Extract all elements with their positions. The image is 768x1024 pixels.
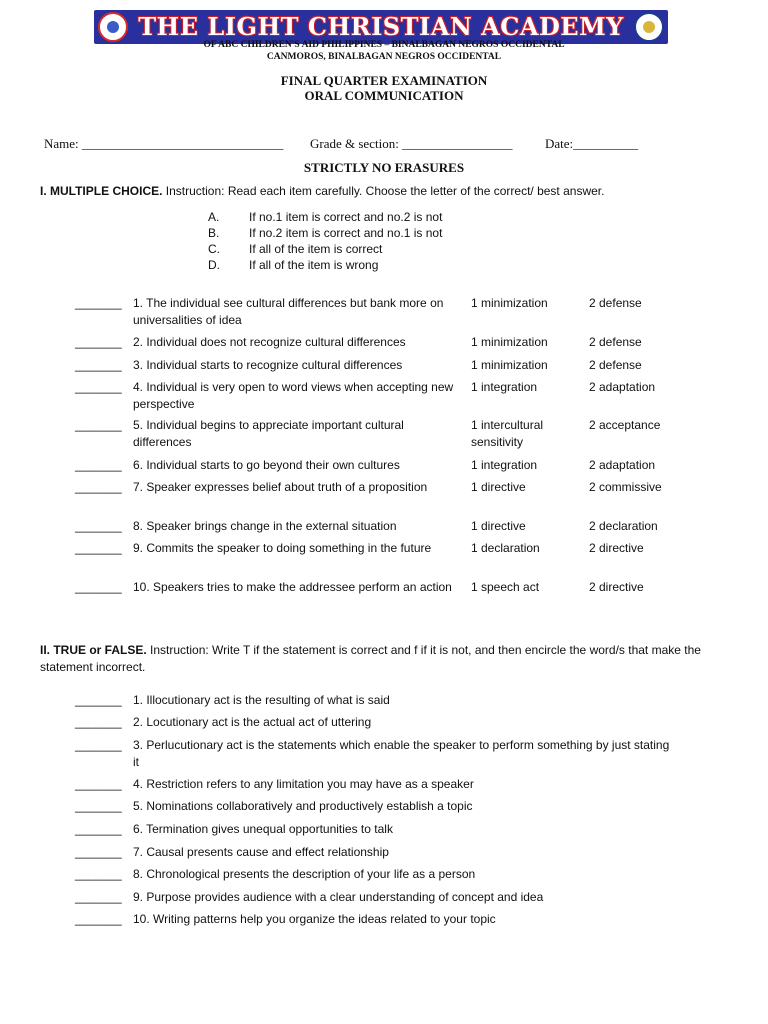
option-2: 2 defense <box>589 296 642 310</box>
answer-blank[interactable]: _______ <box>75 418 122 432</box>
name-field[interactable]: Name: _______________________________ <box>44 136 284 151</box>
part2-instruction: Instruction: Write T if the statement is correct and f if it is not, and then encircle the word/s that make the statement incorrect. <box>40 643 701 674</box>
choice-text: If all of the item is wrong <box>249 258 379 272</box>
statement-text: 10. Writing patterns help you organize the ideas related to your topic <box>133 912 496 926</box>
school-affiliation: OF ABC CHILDREN'S AID PHILIPPINES – BINALBAGAN NEGROS OCCIDENTAL <box>203 40 565 50</box>
option-1: 1 minimization <box>471 358 548 372</box>
option-1: 1 declaration <box>471 541 540 555</box>
statement-text: 6. Termination gives unequal opportunities to talk <box>133 822 393 836</box>
question-text: 9. Commits the speaker to doing something in the future <box>133 541 432 555</box>
answer-blank[interactable]: _______ <box>75 799 122 813</box>
option-2: 2 declaration <box>589 519 658 533</box>
answer-blank[interactable]: _______ <box>75 912 122 926</box>
exam-subject: ORAL COMMUNICATION <box>304 88 464 103</box>
option-2: 2 directive <box>589 541 644 555</box>
option-2: 2 commissive <box>589 480 662 494</box>
option-2: 2 defense <box>589 358 642 372</box>
answer-blank[interactable]: _______ <box>75 845 122 859</box>
question-text: 8. Speaker brings change in the external situation <box>133 519 397 533</box>
statement-text: 4. Restriction refers to any limitation you may have as a speaker <box>133 777 474 791</box>
answer-blank[interactable]: _______ <box>75 480 122 494</box>
choice-text: If all of the item is correct <box>249 242 383 256</box>
part1-instruction: Instruction: Read each item carefully. Choose the letter of the correct/ best answer. <box>162 184 605 198</box>
question-text: 6. Individual starts to go beyond their own cultures <box>133 458 400 472</box>
answer-blank[interactable]: _______ <box>75 380 122 394</box>
option-1: 1 minimization <box>471 335 548 349</box>
question-text: 2. Individual does not recognize cultural differences <box>133 335 406 349</box>
school-banner <box>94 10 668 44</box>
date-field[interactable]: Date:__________ <box>545 136 639 151</box>
statement-text: 9. Purpose provides audience with a clear understanding of concept and idea <box>133 890 544 904</box>
answer-blank[interactable]: _______ <box>75 890 122 904</box>
exam-title: FINAL QUARTER EXAMINATION <box>280 73 488 88</box>
school-address: CANMOROS, BINALBAGAN NEGROS OCCIDENTAL <box>266 52 502 62</box>
part1-title: I. MULTIPLE CHOICE. <box>40 184 163 198</box>
grade-section-field[interactable]: Grade & section: _________________ <box>310 136 513 151</box>
answer-blank[interactable]: _______ <box>75 541 122 555</box>
statement-text: 3. Perlucutionary act is the statements which enable the speaker to perform something by just stating it <box>133 738 670 769</box>
statement-text: 2. Locutionary act is the actual act of uttering <box>133 715 372 729</box>
choice-letter: B. <box>208 226 220 240</box>
option-2: 2 acceptance <box>589 418 661 432</box>
question-text: 3. Individual starts to recognize cultural differences <box>133 358 403 372</box>
choice-letter: A. <box>208 210 220 224</box>
part2-title: II. TRUE or FALSE. <box>40 643 147 657</box>
option-1: 1 speech act <box>471 580 540 594</box>
statement-text: 5. Nominations collaboratively and productively establish a topic <box>133 799 473 813</box>
choice-letter: C. <box>208 242 220 256</box>
question-text: 7. Speaker expresses belief about truth of a proposition <box>133 480 428 494</box>
option-1: 1 integration <box>471 380 538 394</box>
question-text: 4. Individual is very open to word views when accepting new perspective <box>133 380 454 411</box>
statement-text: 1. Illocutionary act is the resulting of what is said <box>133 693 390 707</box>
answer-blank[interactable]: _______ <box>75 580 122 594</box>
part1-heading <box>40 183 740 200</box>
option-1: 1 intercultural sensitivity <box>471 418 544 449</box>
answer-blank[interactable]: _______ <box>75 358 122 372</box>
answer-blank[interactable]: _______ <box>75 822 122 836</box>
no-erasures-notice: STRICTLY NO ERASURES <box>303 160 465 175</box>
question-text: 1. The individual see cultural differences but bank more on universalities of idea <box>133 296 444 327</box>
option-2: 2 adaptation <box>589 458 656 472</box>
option-1: 1 minimization <box>471 296 548 310</box>
choice-text: If no.1 item is correct and no.2 is not <box>249 210 443 224</box>
option-1: 1 directive <box>471 480 526 494</box>
answer-blank[interactable]: _______ <box>75 777 122 791</box>
option-1: 1 integration <box>471 458 538 472</box>
part2-heading <box>40 642 740 676</box>
option-1: 1 directive <box>471 519 526 533</box>
school-name: THE LIGHT CHRISTIAN ACADEMY <box>138 12 624 41</box>
answer-blank[interactable]: _______ <box>75 867 122 881</box>
question-text: 10. Speakers tries to make the addressee perform an action <box>133 580 452 594</box>
option-2: 2 adaptation <box>589 380 656 394</box>
choice-text: If no.2 item is correct and no.1 is not <box>249 226 443 240</box>
option-2: 2 defense <box>589 335 642 349</box>
deped-seal-icon <box>634 12 664 42</box>
answer-blank[interactable]: _______ <box>75 458 122 472</box>
option-2: 2 directive <box>589 580 644 594</box>
answer-blank[interactable]: _______ <box>75 715 122 729</box>
question-text: 5. Individual begins to appreciate important cultural differences <box>133 418 404 449</box>
answer-blank[interactable]: _______ <box>75 738 122 752</box>
answer-blank[interactable]: _______ <box>75 335 122 349</box>
answer-blank[interactable]: _______ <box>75 296 122 310</box>
statement-text: 8. Chronological presents the description of your life as a person <box>133 867 476 881</box>
answer-blank[interactable]: _______ <box>75 519 122 533</box>
answer-blank[interactable]: _______ <box>75 693 122 707</box>
statement-text: 7. Causal presents cause and effect relationship <box>133 845 389 859</box>
choice-letter: D. <box>208 258 220 272</box>
